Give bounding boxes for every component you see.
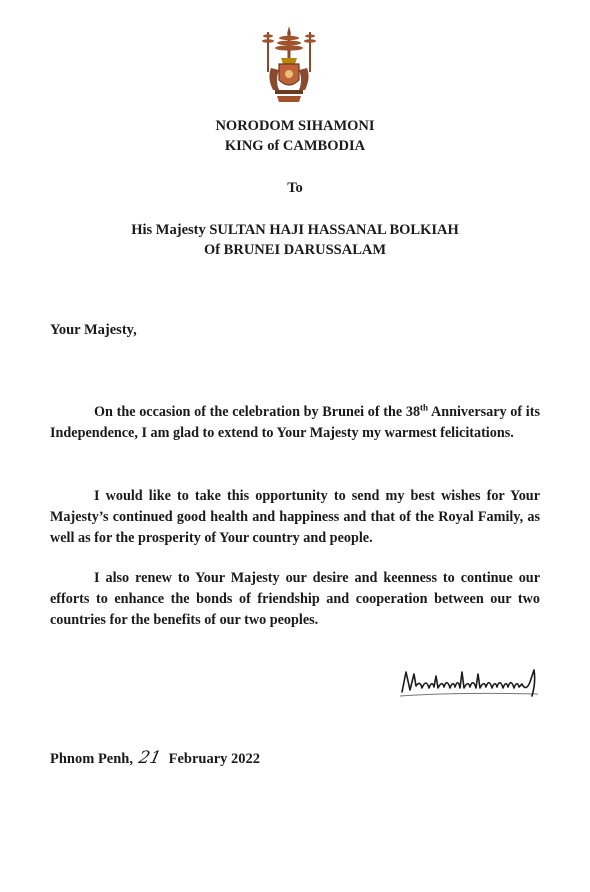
dateline-day: 21 <box>136 748 163 768</box>
salutation: Your Majesty, <box>50 322 137 338</box>
sender-title: KING of CAMBODIA <box>224 138 366 154</box>
dateline <box>50 748 260 768</box>
paragraph-1-part-a: On the occasion of the celebration by Brunei of the 38 <box>94 404 421 420</box>
recipient-block <box>0 220 590 260</box>
royal-coat-of-arms-icon <box>261 24 317 104</box>
paragraph-1-part-b: Anniversary of its Independence, I am glad to extend to Your Majesty my warmest felicitations. <box>50 404 540 441</box>
handwritten-signature-icon <box>398 662 548 702</box>
recipient-line-1: His Majesty SULTAN HAJI HASSANAL BOLKIAH <box>131 222 459 238</box>
paragraph-3 <box>50 568 540 631</box>
to-label: To <box>287 180 303 196</box>
dateline-month-year: February 2022 <box>168 751 261 767</box>
paragraph-3-text: I also renew to Your Majesty our desire and keenness to continue our efforts to enhance the bonds of friendship and cooperation between our two countries for the benefits of our two peoples. <box>50 570 540 628</box>
paragraph-1 <box>50 402 540 444</box>
paragraph-2-text: I would like to take this opportunity to send my best wishes for Your Majesty’s continued good health and happiness and that of the Royal Family, as well as for the prosperity of Your country and people. <box>50 488 540 546</box>
sender-name: NORODOM SIHAMONI <box>215 118 375 134</box>
recipient-line-2: Of BRUNEI DARUSSALAM <box>203 242 387 258</box>
dateline-place: Phnom Penh, <box>50 751 133 767</box>
paragraph-2 <box>50 486 540 549</box>
ordinal-suffix: th <box>420 402 429 413</box>
sender-block <box>0 116 590 156</box>
